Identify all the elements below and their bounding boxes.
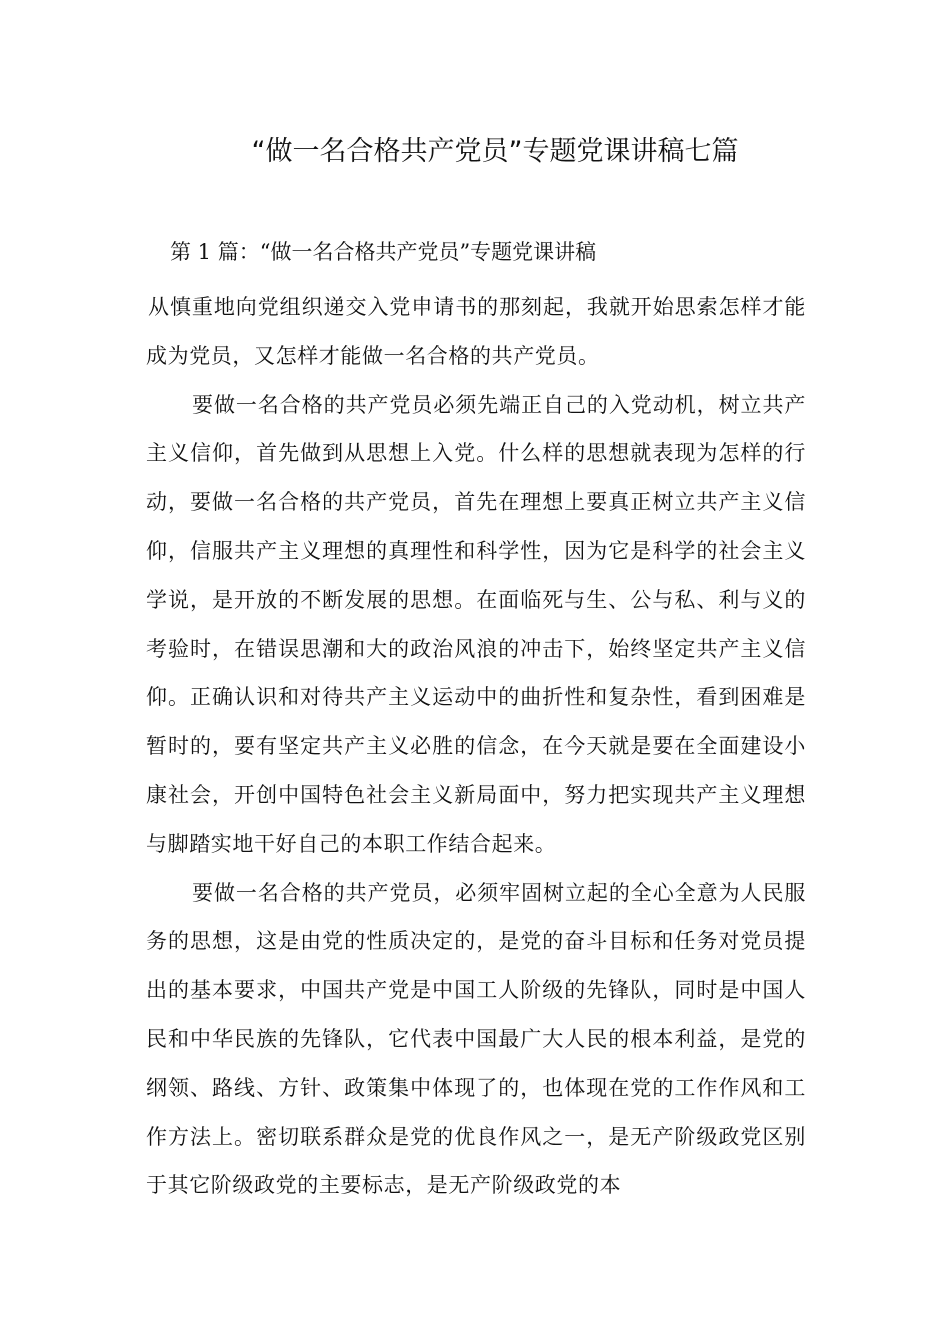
body-text [146,283,806,1210]
section-heading: 第 1 篇：“做一名合格共产党员”专题党课讲稿 [170,240,597,264]
paragraph: 要做一名合格的共产党员，必须牢固树立起的全心全意为人民服务的思想，这是由党的性质决定的，是党的奋斗目标和任务对党员提出的基本要求，中国共产党是中国工人阶级的先锋队，同时是中国人民和中华民族的先锋队，它代表中国最广大人民的根本利益，是党的纲领、路线、方针、政策集中体现了的，也体现在党的工作作风和工作方法上。密切联系群众是党的优良作风之一，是无产阶级政党区别于其它阶级政党的主要标志，是无产阶级政党的本 [146,880,806,1198]
paragraph: 要做一名合格的共产党员必须先端正自己的入党动机，树立共产主义信仰，首先做到从思想上入党。什么样的思想就表现为怎样的行动，要做一名合格的共产党员，首先在理想上要真正树立共产主义信仰，信服共产主义理想的真理性和科学性，因为它是科学的社会主义学说，是开放的不断发展的思想。在面临死与生、公与私、利与义的考验时，在错误思潮和大的政治风浪的冲击下，始终坚定共产主义信仰。正确认识和对待共产主义运动中的曲折性和复杂性，看到困难是暂时的，要有坚定共产主义必胜的信念，在今天就是要在全面建设小康社会，开创中国特色社会主义新局面中，努力把实现共产主义理想与脚踏实地干好自己的本职工作结合起来。 [146,392,806,856]
document-title: “做一名合格共产党员”专题党课讲稿七篇 [251,136,739,167]
paragraph: 从慎重地向党组织递交入党申请书的那刻起，我就开始思索怎样才能成为党员，又怎样才能做一名合格的共产党员。 [146,295,806,368]
